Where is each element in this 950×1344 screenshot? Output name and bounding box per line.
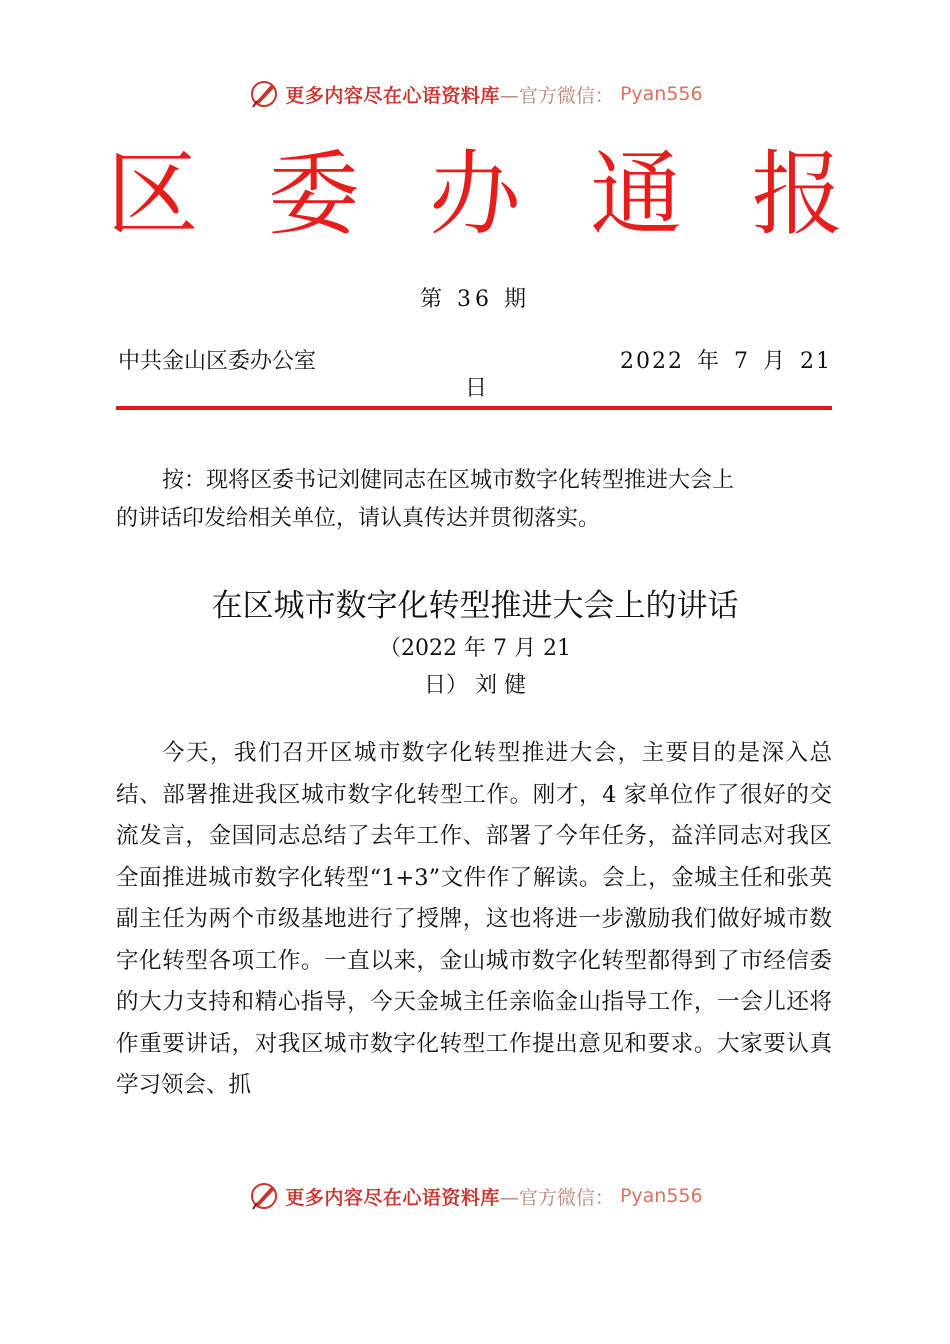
banner-sub-text: —官方微信：	[499, 84, 614, 107]
red-divider	[116, 406, 832, 410]
issue-number: 第 36 期	[420, 287, 530, 312]
body-paragraph: 今天，我们召开区城市数字化转型推进大会，主要目的是深入总结、部署推进我区城市数字化转型工作。刚才，4 家单位作了很好的交流发言，金国同志总结了去年工作、部署了今年任务，益洋同志对我区全面推进城市数字化转型“1+3”文件作了解读。会上，金城主任和张英副主任为两个市级基地进行了授牌，这也将进一步激励我们做好城市数字化转型各项工作。一直以来，金山城市数字化转型都得到了市经信委的大力支持和精心指导，今天金城主任亲临金山指导工作，一会儿还将作重要讲话，对我区城市数字化转型工作提出意见和要求。大家要认真学习领会、抓	[116, 740, 832, 1098]
banner-sub-text: —官方微信：	[499, 1186, 614, 1209]
speech-body	[116, 733, 832, 1107]
banner-wechat-id: Pyan556	[619, 83, 703, 105]
issue-date-tail: 日	[465, 376, 488, 401]
banner-wechat-id: Pyan556	[619, 1185, 703, 1207]
top-banner	[0, 74, 950, 114]
quill-logo-icon	[247, 77, 281, 111]
note-line-1: 按：现将区委书记刘健同志在区城市数字化转型推进大会上	[162, 468, 735, 493]
quill-logo-icon	[247, 1179, 281, 1213]
issuing-organization: 中共金山区委办公室	[118, 349, 317, 374]
masthead-title: 区 委 办 通 报	[106, 141, 864, 248]
editor-note	[116, 462, 830, 538]
speech-date-line: （2022 年 7 月 21	[379, 636, 571, 661]
bottom-banner	[0, 1176, 950, 1216]
speech-title: 在区城市数字化转型推进大会上的讲话	[211, 588, 739, 624]
speech-subtitle	[0, 630, 950, 704]
banner-main-text: 更多内容尽在心语资料库	[285, 1186, 500, 1209]
speech-author-line: 日） 刘 健	[424, 673, 526, 698]
issue-date: 2022 年 7 月 21	[620, 349, 832, 374]
banner-main-text: 更多内容尽在心语资料库	[285, 84, 500, 107]
note-line-2: 的讲话印发给相关单位，请认真传达并贯彻落实。	[116, 506, 601, 531]
